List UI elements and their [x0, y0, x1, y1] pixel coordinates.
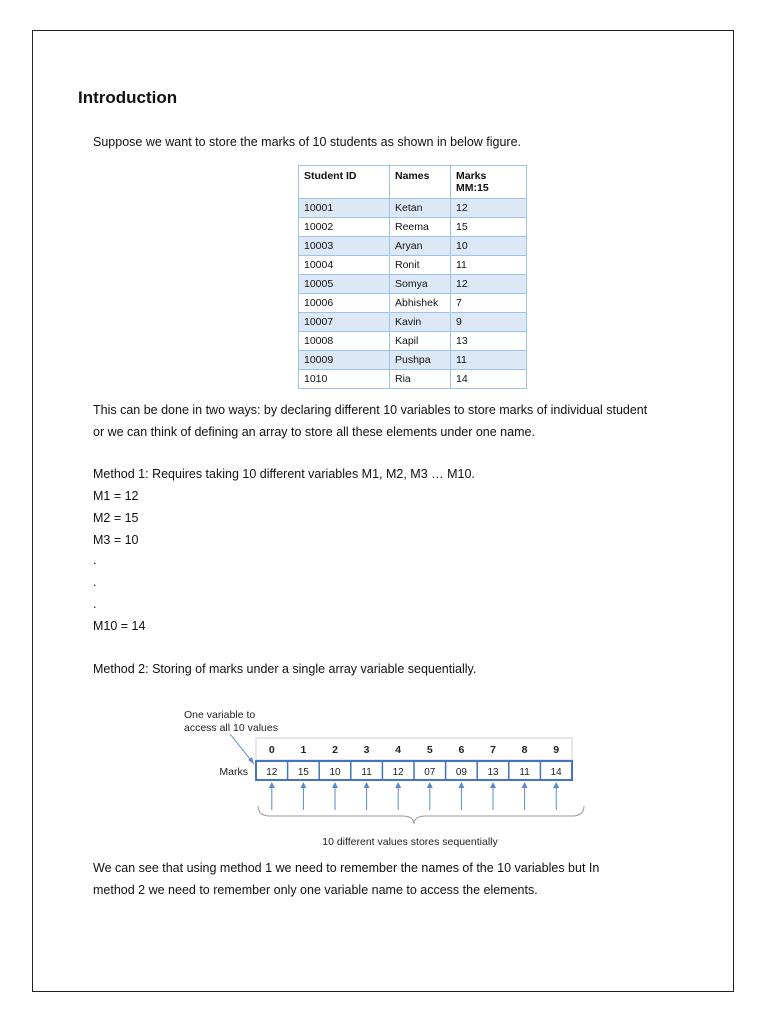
cell-marks: 10	[451, 237, 527, 256]
table-row	[299, 256, 527, 275]
intro-paragraph: Suppose we want to store the marks of 10 students as shown in below figure.	[93, 135, 522, 149]
arrowhead-icon	[490, 782, 496, 788]
table-header-row	[299, 166, 527, 199]
conclusion-line2: method 2 we need to remember only one variable name to access the elements.	[93, 883, 538, 897]
table-row	[299, 370, 527, 389]
marks-table	[298, 165, 527, 389]
array-cell-value: 12	[266, 767, 278, 778]
array-index: 4	[395, 744, 402, 756]
header-marks-line2: MM:15	[456, 182, 489, 194]
array-index: 9	[553, 744, 560, 756]
cell-name: Ketan	[390, 199, 451, 218]
cell-name: Abhishek	[390, 294, 451, 313]
cell-marks: 12	[451, 275, 527, 294]
table-row	[299, 313, 527, 332]
array-cell-value: 10	[329, 767, 341, 778]
array-cell-value: 09	[455, 767, 467, 778]
grouping-brace	[258, 806, 584, 824]
cell-name: Reema	[390, 218, 451, 237]
cell-marks: 15	[451, 218, 527, 237]
method1-text: Method 1: Requires taking 10 different variables M1, M2, M3 … M10.	[93, 467, 475, 481]
diagram-caption: 10 different values stores sequentially	[322, 836, 498, 848]
m1-line: M1 = 12	[93, 489, 139, 503]
cell-marks: 14	[451, 370, 527, 389]
cell-name: Aryan	[390, 237, 451, 256]
array-index: 6	[458, 744, 465, 756]
array-index: 2	[332, 744, 338, 756]
arrowhead-icon	[522, 782, 528, 788]
arrowhead-icon	[332, 782, 338, 788]
cell-marks: 9	[451, 313, 527, 332]
cell-marks: 11	[451, 256, 527, 275]
arrowhead-icon	[269, 782, 275, 788]
arrowhead-icon	[427, 782, 433, 788]
array-cell-value: 11	[361, 767, 372, 778]
arrow-group	[269, 782, 559, 810]
cell-student-id: 10002	[299, 218, 390, 237]
array-cell-value: 11	[519, 767, 530, 778]
array-index: 7	[490, 744, 496, 756]
array-diagram-svg	[170, 700, 610, 860]
cell-student-id: 10005	[299, 275, 390, 294]
cell-marks: 11	[451, 351, 527, 370]
arrowhead-icon	[395, 782, 401, 788]
table-row	[299, 199, 527, 218]
conclusion-line1: We can see that using method 1 we need to remember the names of the 10 variables but In	[93, 861, 600, 875]
cell-student-id: 10009	[299, 351, 390, 370]
cell-name: Somya	[390, 275, 451, 294]
header-student-id: Student ID	[299, 166, 390, 199]
cell-student-id: 10004	[299, 256, 390, 275]
array-diagram	[170, 700, 610, 860]
note-line2: access all 10 values	[184, 722, 278, 734]
array-cell-value: 12	[392, 767, 404, 778]
m3-line: M3 = 10	[93, 533, 139, 547]
cell-name: Kavin	[390, 313, 451, 332]
array-index: 5	[426, 744, 433, 756]
cell-student-id: 1010	[299, 370, 390, 389]
arrowhead-icon	[364, 782, 370, 788]
ellipsis-dot-1: .	[93, 553, 97, 567]
array-index: 3	[363, 744, 370, 756]
cell-name: Pushpa	[390, 351, 451, 370]
header-names: Names	[390, 166, 451, 199]
method2-text: Method 2: Storing of marks under a single array variable sequentially.	[93, 662, 477, 676]
array-cell-value: 14	[550, 767, 562, 778]
para2-line2: or we can think of defining an array to store all these elements under one name.	[93, 425, 535, 439]
m10-line: M10 = 14	[93, 619, 146, 633]
header-marks	[451, 166, 527, 199]
cell-marks: 13	[451, 332, 527, 351]
table-row	[299, 351, 527, 370]
arrowhead-icon	[458, 782, 464, 788]
cell-name: Ria	[390, 370, 451, 389]
page-title: Introduction	[78, 88, 178, 107]
cell-student-id: 10008	[299, 332, 390, 351]
table-row	[299, 332, 527, 351]
array-index: 0	[268, 744, 275, 756]
note-line1: One variable to	[184, 709, 256, 721]
cell-student-id: 10006	[299, 294, 390, 313]
cell-marks: 12	[451, 199, 527, 218]
array-label: Marks	[219, 766, 248, 778]
array-index: 1	[300, 744, 307, 756]
array-cell-value: 13	[487, 767, 499, 778]
arrowhead-icon	[300, 782, 306, 788]
array-cell-value: 07	[424, 767, 436, 778]
ellipsis-dot-2: .	[93, 575, 97, 589]
cell-student-id: 10007	[299, 313, 390, 332]
para2-line1: This can be done in two ways: by declaring different 10 variables to store marks of individual student	[93, 403, 648, 417]
cell-marks: 7	[451, 294, 527, 313]
array-cell-value: 15	[297, 767, 309, 778]
arrowhead-icon	[553, 782, 559, 788]
table-row	[299, 237, 527, 256]
cell-name: Kapil	[390, 332, 451, 351]
header-marks-line1: Marks	[456, 170, 487, 182]
cell-student-id: 10003	[299, 237, 390, 256]
ellipsis-dot-3: .	[93, 597, 97, 611]
m2-line: M2 = 15	[93, 511, 139, 525]
cell-name: Ronit	[390, 256, 451, 275]
table-row	[299, 294, 527, 313]
table-row	[299, 218, 527, 237]
array-index: 8	[521, 744, 528, 756]
cell-student-id: 10001	[299, 199, 390, 218]
table-row	[299, 275, 527, 294]
